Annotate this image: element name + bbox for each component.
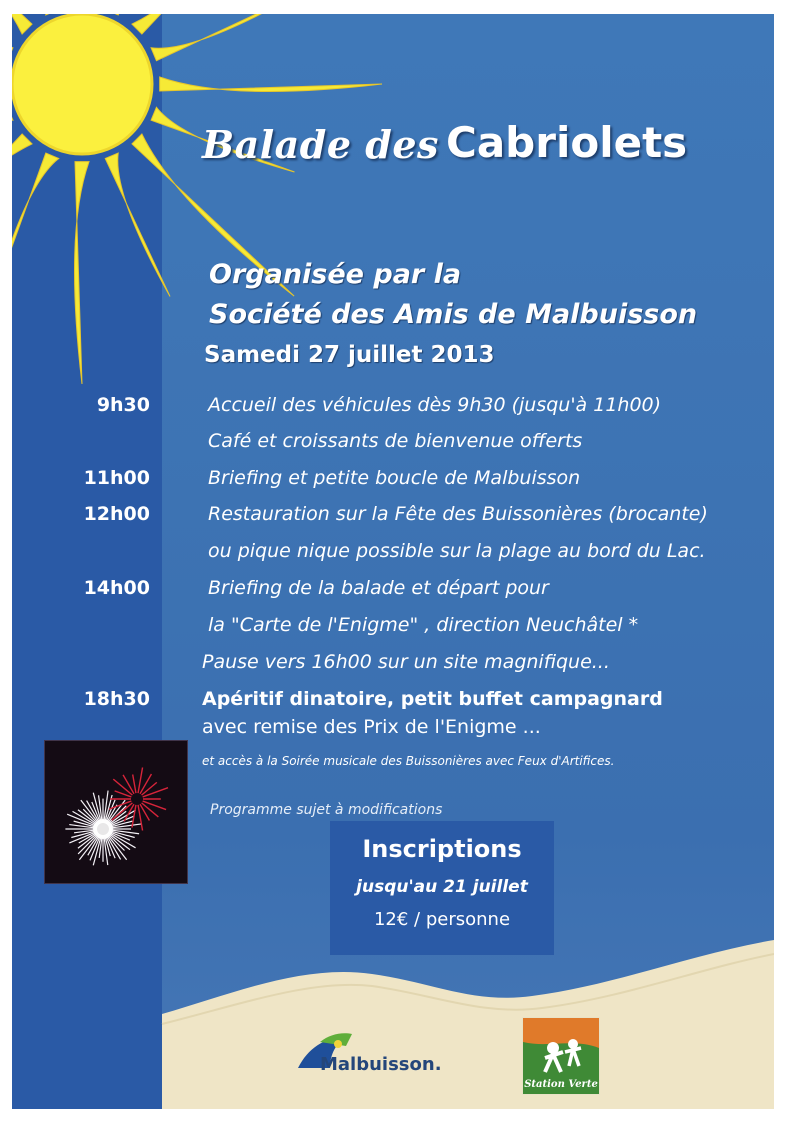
poster: [12, 14, 774, 1109]
schedule-line: ou pique nique possible sur la plage au bord du Lac.: [208, 540, 706, 562]
inscriptions-title: Inscriptions: [362, 835, 522, 863]
schedule-line: Accueil des véhicules dès 9h30 (jusqu'à 11h00): [208, 394, 662, 416]
schedule-line: Café et croissants de bienvenue offerts: [208, 430, 583, 452]
programme-note: Programme sujet à modifications: [210, 802, 443, 818]
schedule-line: Briefing et petite boucle de Malbuisson: [208, 467, 581, 489]
time-0930: 9h30: [96, 394, 150, 416]
schedule-line: Restauration sur la Fête des Buissonières (brocante): [208, 503, 708, 525]
sun-ray: [151, 14, 294, 61]
schedule-line: Briefing de la balade et départ pour: [208, 577, 549, 599]
organizer-line-1: Organisée par la: [209, 259, 462, 290]
fireworks-photo: [44, 740, 188, 884]
station-verte-text: Station Verte: [524, 1079, 598, 1090]
time-1200: 12h00: [83, 503, 150, 525]
sun-ray: [12, 153, 59, 296]
title-main: Cabriolets: [446, 118, 688, 167]
schedule-line: et accès à la Soirée musicale des Buissonières avec Feux d'Artifices.: [202, 754, 615, 768]
time-1100: 11h00: [83, 467, 150, 489]
schedule-line: avec remise des Prix de l'Enigme ...: [202, 716, 541, 738]
title-script: Balade des: [202, 122, 439, 167]
schedule-line: Pause vers 16h00 sur un site magnifique...: [202, 651, 610, 673]
schedule-line: la "Carte de l'Enigme" , direction Neuchâtel *: [208, 614, 639, 636]
time-1400: 14h00: [83, 577, 150, 599]
organizer-line-2: Société des Amis de Malbuisson: [209, 299, 698, 330]
malbuisson-logo-text: Malbuisson.: [320, 1054, 442, 1075]
sun-ray: [160, 77, 382, 92]
inscriptions-box: [330, 821, 554, 955]
inscriptions-price: 12€ / personne: [373, 909, 511, 930]
station-verte-logo: [522, 1017, 600, 1095]
event-date: Samedi 27 juillet 2013: [204, 342, 495, 368]
sun-ray: [12, 14, 32, 34]
inscriptions-deadline: jusqu'au 21 juillet: [356, 877, 528, 897]
schedule-line: Apéritif dinatoire, petit buffet campagnard: [202, 688, 663, 710]
time-1830: 18h30: [83, 688, 150, 710]
sun-ray: [74, 162, 89, 384]
sun-ray: [12, 14, 13, 61]
sun-ray: [12, 107, 13, 172]
sun-ray: [105, 153, 170, 296]
sun-ray: [132, 14, 294, 34]
sun-illustration: [12, 14, 462, 454]
